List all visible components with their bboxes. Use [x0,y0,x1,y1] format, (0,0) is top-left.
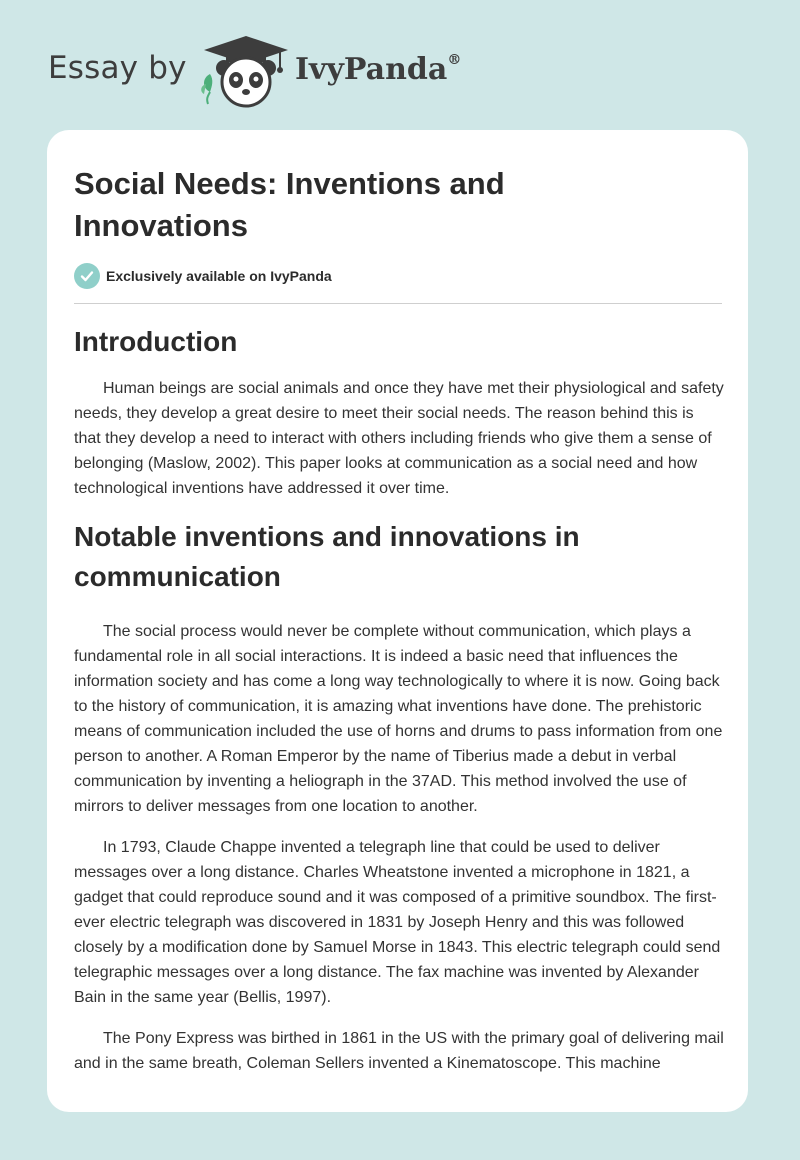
paragraph: In 1793, Claude Chappe invented a telegraph line that could be used to deliver messages over a long distance. Charles Wheatstone invented a microphone in 1821, a gadget that could reproduce sound and it was composed of a primitive soundbox. The first-ever electric telegraph was discovered in 1831 by Joseph Henry and this was followed closely by a modification done by Samuel Morse in 1843. This electric telegraph could send telegraphic messages over a long distance. The fax machine was invented by Alexander Bain in the same year (Bellis, 1997). [74,839,721,1006]
section-heading-inventions: Notable inventions and innovations in communication [74,521,580,592]
check-icon [74,263,100,289]
paragraph: Human beings are social animals and once they have met their physiological and safety needs, they develop a great desire to meet their social needs. The reason behind this is that they develop a need to interact with others including friends who give them a sense of belonging (Maslow, 2002). This paper looks at communication as a social need and how technological inventions have addressed it over time. [74,380,724,497]
paragraph: The Pony Express was birthed in 1861 in the US with the primary goal of delivering mail and in the same breath, Coleman Sellers invented a Kinematoscope. This machine [74,1030,724,1072]
panda-logo-icon[interactable] [200,34,292,108]
article-body [74,322,724,1076]
page-title: Social Needs: Inventions and Innovations [74,166,505,243]
badge-text: Exclusively available on IvyPanda [106,268,332,284]
essay-by-label: Essay by [48,50,187,86]
trademark-symbol: ® [447,52,462,68]
paragraph: The social process would never be complete without communication, which plays a fundamental role in all social interactions. It is indeed a basic need that influences the information society and has come a long way technologically to where it is now. Going back to the history of communication, it is amazing what inventions have done. The prehistoric means of communication included the use of horns and drums to pass information from one person to another. A Roman Emperor by the name of Tiberius made a debut in verbal communication by inventing a heliograph in the 37AD. This method involved the use of mirrors to deliver messages from one location to another. [74,623,723,815]
brand-name[interactable] [295,52,461,87]
exclusive-badge [74,263,332,289]
brand-text: IvyPanda [295,52,448,87]
site-header [0,0,800,120]
divider [74,303,722,304]
essay-card [47,130,748,1112]
section-heading-introduction: Introduction [74,326,238,357]
